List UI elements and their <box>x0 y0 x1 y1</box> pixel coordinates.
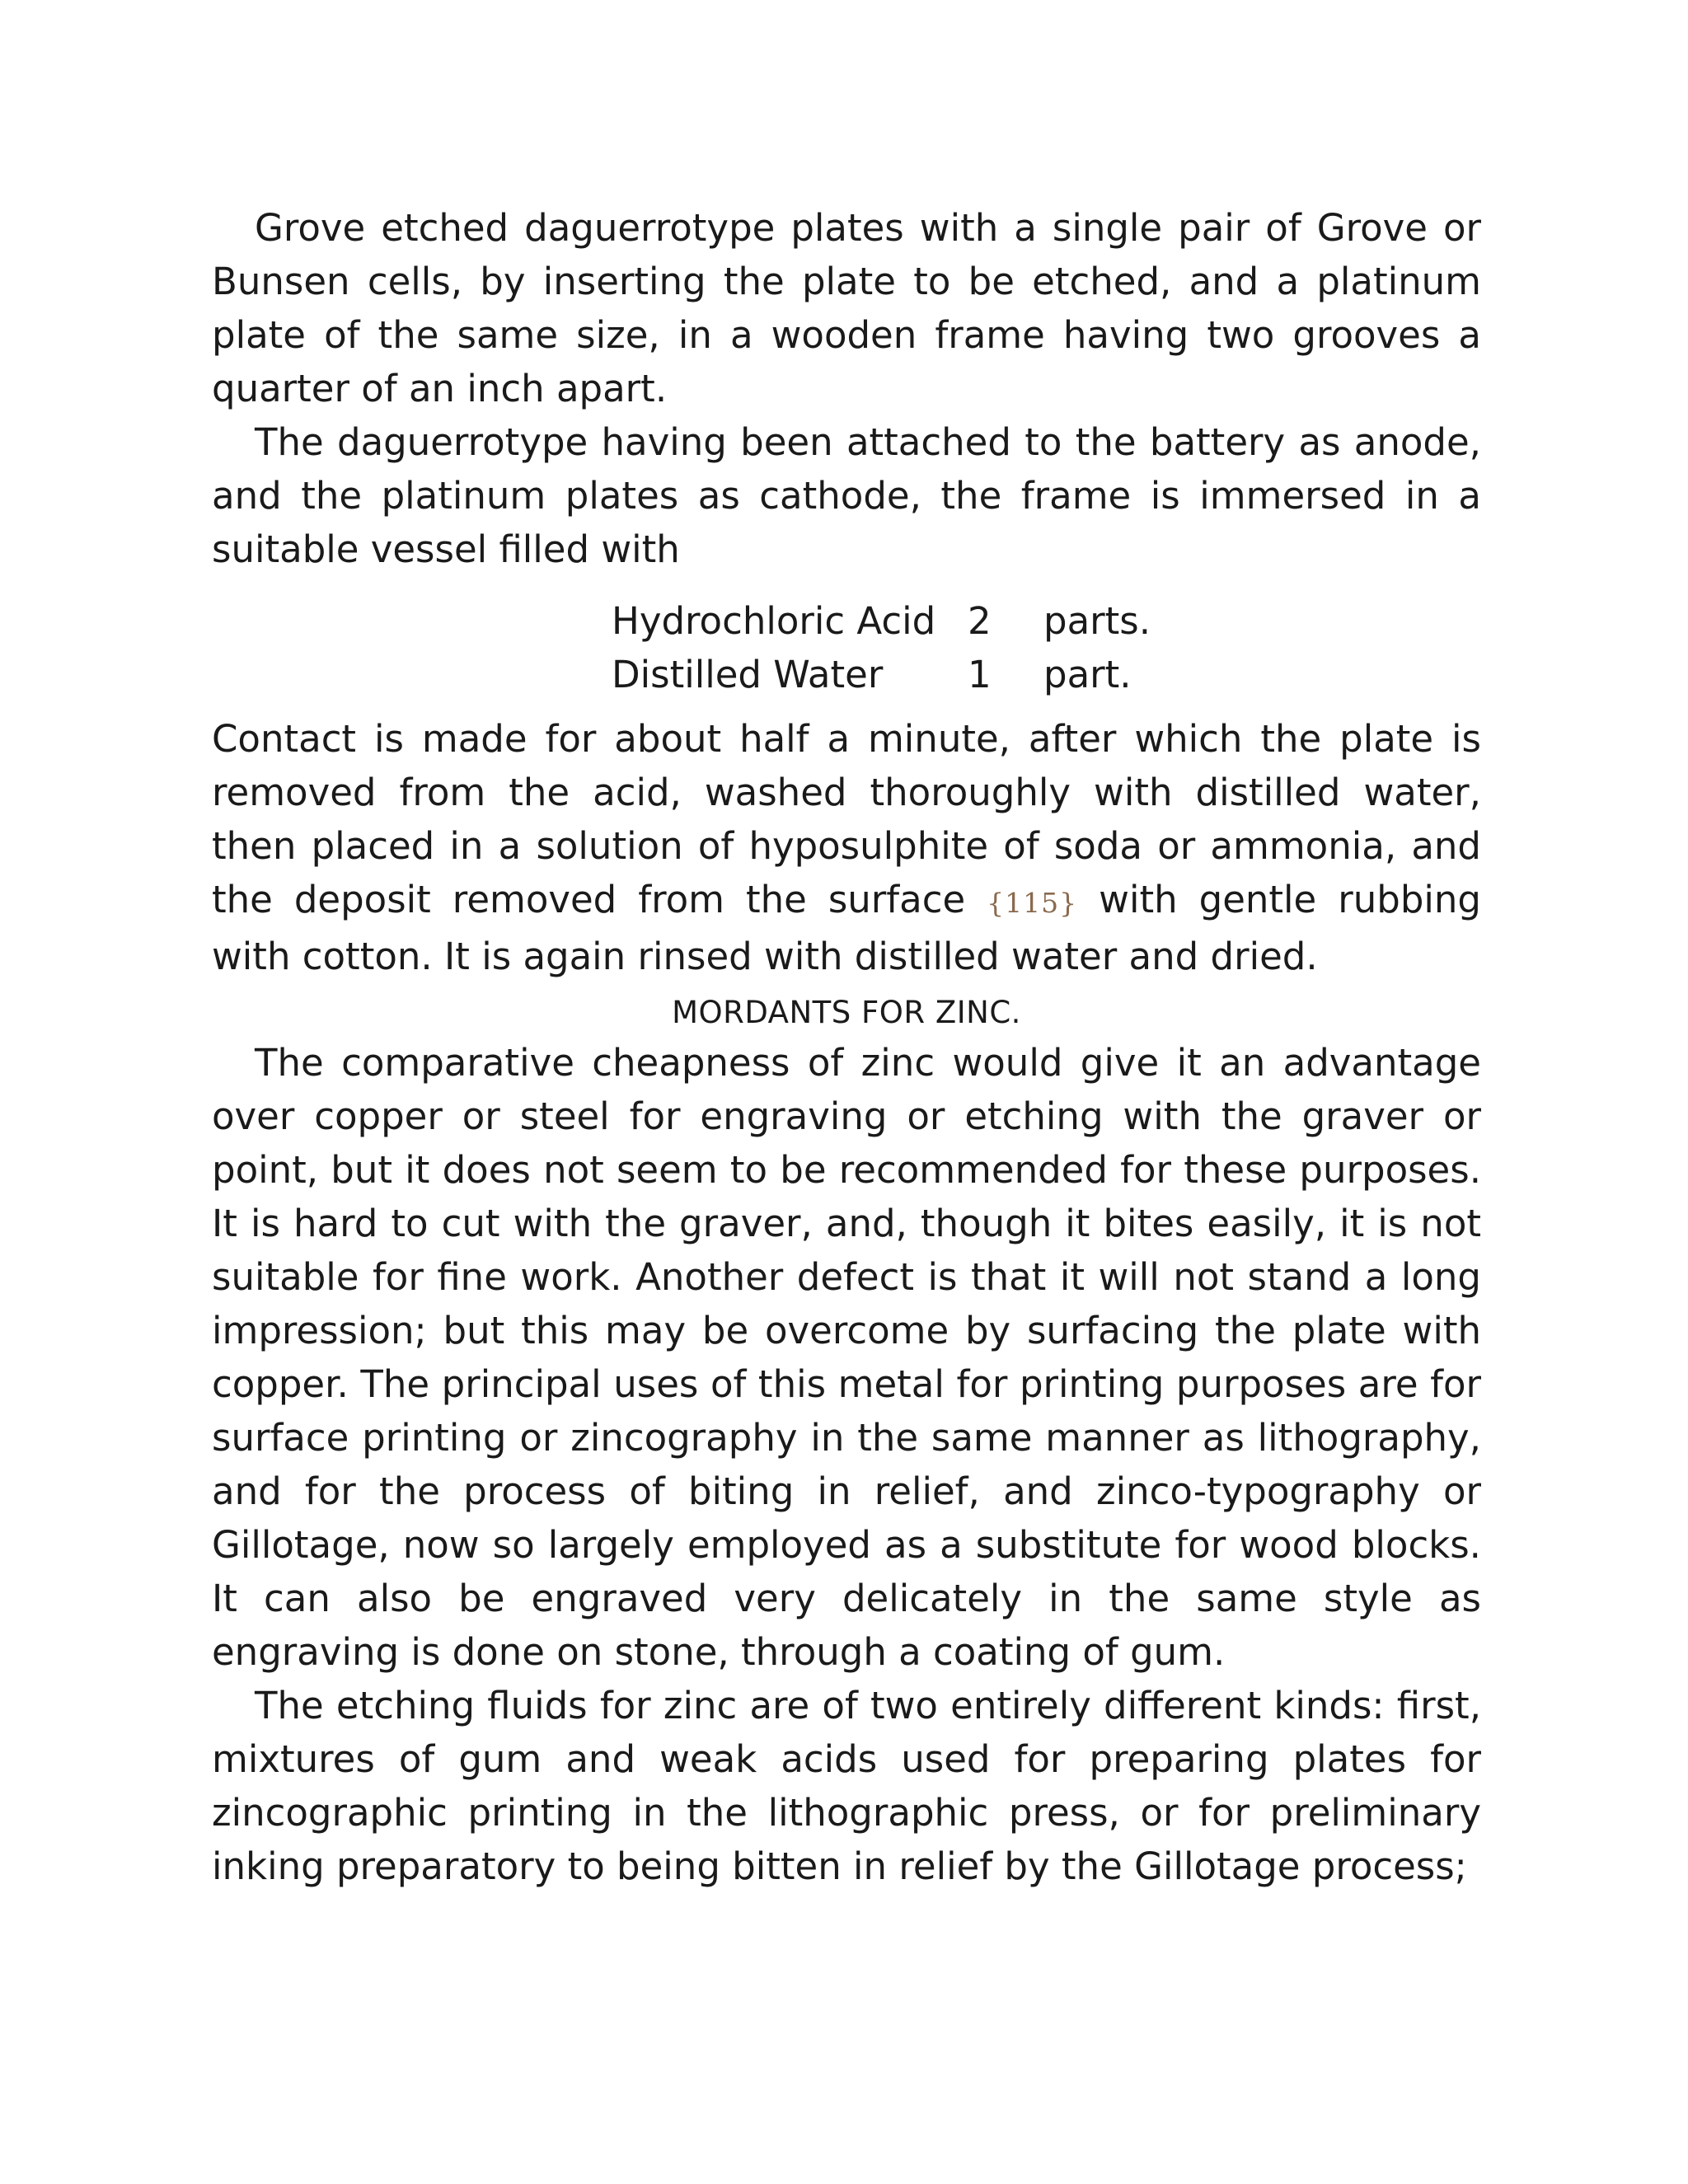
recipe-ingredient: Hydrochloric Acid <box>612 599 936 643</box>
paragraph-etching-fluids: The etching fluids for zinc are of two entirely different kinds: first, mixtures of gum and weak acids used for preparing plates for zincographic printing in the lithographic press, or for preliminary inking preparatory to being bitten in relief by the Gillotage process; <box>212 1684 1481 1888</box>
page-body <box>212 201 1481 1893</box>
recipe-ingredient: Distilled Water <box>612 653 884 696</box>
page-number: {115} <box>987 887 1078 919</box>
section-heading: MORDANTS FOR ZINC. <box>672 995 1021 1030</box>
recipe-unit: part. <box>1043 653 1132 696</box>
recipe-row <box>612 594 1151 648</box>
recipe-quantity: 1 <box>968 653 992 696</box>
recipe-row <box>612 648 1151 701</box>
paragraph-contact <box>212 712 1481 983</box>
paragraph-grove-etching: Grove etched daguerrotype plates with a single pair of Grove or Bunsen cells, by inserting the plate to be etched, and a platinum plate of the same size, in a wooden frame having two grooves a quarter of an inch apart. <box>212 206 1481 410</box>
recipe-table <box>612 594 1151 701</box>
paragraph-contact-text-after: with gentle rubbing with cotton. It is again rinsed with distilled water and dried. <box>212 878 1481 978</box>
paragraph-contact-text-before: Contact is made for about half a minute, after which the plate is removed from the acid, washed thoroughly with distilled water, then placed in a solution of hyposulphite of soda or ammonia, and the deposit removed from the surface <box>212 717 1481 921</box>
paragraph-zinc-cheapness: The comparative cheapness of zinc would give it an advantage over copper or steel for engraving or etching with the graver or point, but it does not seem to be recommended for these purposes. It is hard to cut with the graver, and, though it bites easily, it is not suitable for fine work. Another defect is that it will not stand a long impression; but this may be overcome by surfacing the plate with copper. The principal uses of this metal for printing purposes are for surface printing or zincography in the same manner as lithography, and for the process of biting in relief, and zinco-typography or Gillotage, now so largely employed as a substitute for wood blocks. It can also be engraved very delicately in the same style as engraving is done on stone, through a coating of gum. <box>212 1041 1481 1674</box>
recipe-quantity: 2 <box>968 599 992 643</box>
paragraph-daguerrotype-anode: The daguerrotype having been attached to the battery as anode, and the platinum plates as cathode, the frame is immersed in a suitable vessel filled with <box>212 420 1481 571</box>
recipe-unit: parts. <box>1043 599 1151 643</box>
